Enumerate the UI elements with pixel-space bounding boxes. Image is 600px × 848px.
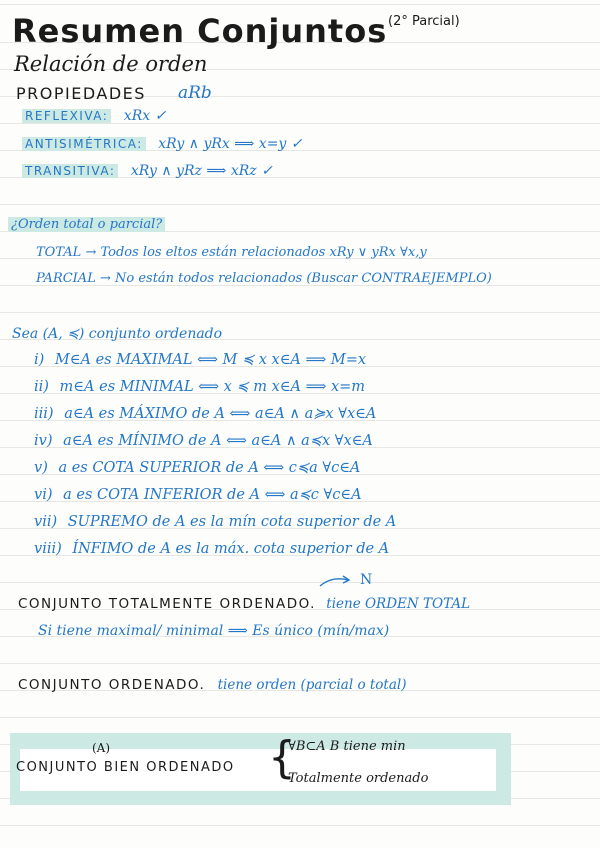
def-text: a es COTA SUPERIOR de A ⟺ c≼a ∀c∈A [58,460,361,476]
def-text: m∈A es MINIMAL ⟺ x ≼ m x∈A ⟹ x=m [59,379,366,395]
def-item [34,406,376,422]
prop-formula: xRy ∧ yRx ⟹ x=y ✓ [158,136,303,152]
def-num: v) [34,460,48,476]
def-num: vii) [34,514,58,530]
page-title: Resumen Conjuntos [12,12,388,50]
bien-ordenado-label: CONJUNTO BIEN ORDENADO [16,760,235,775]
def-num: i) [34,352,45,368]
def-text: M∈A es MAXIMAL ⟺ M ≼ x x∈A ⟹ M=x [54,352,367,368]
bien-ordenado-marker: (A) [92,741,111,755]
section-subtitle: Relación de orden [14,52,208,76]
arrow-note: N [360,572,373,588]
def-text: a∈A es MÍNIMO de A ⟺ a∈A ∧ a≼x ∀x∈A [63,433,373,449]
def-num: vi) [34,487,53,503]
arrow-icon [318,574,358,588]
bien-ordenado-cond1: ∀B⊂A B tiene min [288,739,406,754]
definiciones-intro: Sea (A, ≼) conjunto ordenado [12,326,223,342]
prop-formula: xRx ✓ [123,108,167,124]
def-num: viii) [34,541,62,557]
orden-question-text: ¿Orden total o parcial? [8,217,165,232]
def-item [34,352,366,368]
def-text: ÍNFIMO de A es la máx. cota superior de A [72,541,390,557]
def-item [34,433,373,449]
prop-label: TRANSITIVA: [22,164,118,178]
def-item [34,460,360,476]
def-num: ii) [34,379,49,395]
totalmente-desc: tiene ORDEN TOTAL [326,596,471,612]
ordenado-line [18,677,407,693]
ordenado-desc: tiene orden (parcial o total) [217,677,407,693]
title-note: (2° Parcial) [388,14,460,29]
prop-antisimetrica [22,136,303,152]
def-num: iv) [34,433,53,449]
prop-reflexiva [22,108,166,124]
def-num: iii) [34,406,54,422]
def-text: a es COTA INFERIOR de A ⟺ a≼c ∀c∈A [63,487,362,503]
def-item [34,379,365,395]
orden-parcial: PARCIAL → No están todos relacionados (Buscar CONTRAEJEMPLO) [36,271,492,286]
prop-label: REFLEXIVA: [22,109,111,123]
totalmente-label: CONJUNTO TOTALMENTE ORDENADO. [18,596,316,612]
bien-ordenado-cond2: Totalmente ordenado [288,771,429,786]
def-item [34,487,362,503]
propiedades-relation: aRb [178,83,212,103]
totalmente-note: Si tiene maximal/ minimal ⟹ Es único (mín/max) [38,623,390,639]
totalmente-line [18,596,470,612]
prop-transitiva [22,163,273,179]
brace-icon: { [268,732,296,783]
propiedades-heading: PROPIEDADES [16,84,146,103]
orden-question [8,217,165,232]
orden-total: TOTAL → Todos los eltos están relacionados xRy ∨ yRx ∀x,y [36,245,427,260]
ordenado-label: CONJUNTO ORDENADO. [18,677,206,693]
prop-formula: xRy ∧ yRz ⟹ xRz ✓ [130,163,273,179]
def-item [34,541,389,557]
def-item [34,514,396,530]
def-text: a∈A es MÁXIMO de A ⟺ a∈A ∧ a≽x ∀x∈A [64,406,377,422]
def-text: SUPREMO de A es la mín cota superior de A [67,514,397,530]
prop-label: ANTISIMÉTRICA: [22,137,146,151]
